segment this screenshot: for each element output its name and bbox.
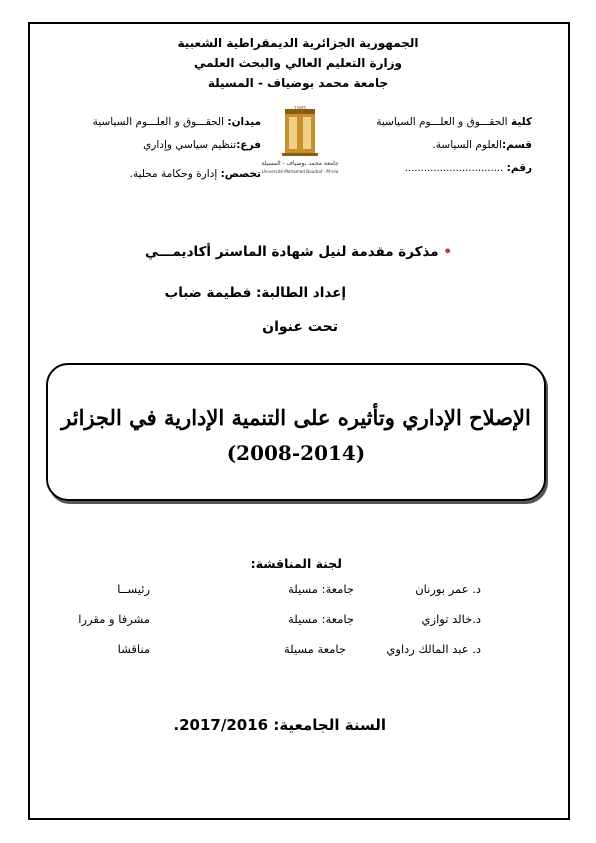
logo-name-en: Université Mohamed Boudiaf - M'sila <box>262 169 338 174</box>
member-university: جامعة: مسيلة <box>288 612 354 626</box>
member-name: د. عبد المالك رداوي <box>386 642 481 656</box>
student-line <box>165 285 346 301</box>
member-role: مناقشا <box>117 642 150 656</box>
department-value: العلوم السياسة. <box>432 139 502 151</box>
university-logo <box>262 105 338 175</box>
university-heading: جامعة محمد بوضياف - المسيلة <box>207 76 389 90</box>
field-line <box>93 116 261 128</box>
memo-line <box>145 244 452 260</box>
student-label: إعداد الطالبة: <box>256 285 346 301</box>
member-university: جامعة مسيلة <box>283 642 346 656</box>
student-name: فطيمة ضباب <box>164 285 252 301</box>
academic-year: السنة الجامعية: 2017/2016. <box>173 716 386 734</box>
field-value: الحقـــوق و العلـــوم السياسية <box>92 116 225 128</box>
member-role: رئيســا <box>117 582 150 596</box>
thesis-period: (2008-2014) <box>226 441 366 465</box>
specialty-value: إدارة وحكامة محلية. <box>129 168 218 180</box>
thesis-title-box <box>46 363 546 501</box>
logo-year: 1985 <box>293 106 307 112</box>
faculty-value: الحقـــوق و العلـــوم السياسية <box>376 116 508 128</box>
field-label: ميدان: <box>227 116 261 128</box>
number-dots: ............................... <box>404 163 504 174</box>
memo-text: مذكرة مقدمة لنيل شهادة الماستر أكاديمـــي <box>144 244 439 260</box>
faculty-line <box>376 116 532 128</box>
specialty-label: تخصص: <box>220 168 261 180</box>
number-label: رقم: <box>506 162 532 174</box>
department-label: قسم: <box>502 139 532 151</box>
member-university: جامعة: مسيلة <box>288 582 354 596</box>
branch-label: فرع: <box>236 139 261 151</box>
under-title: تحت عنوان <box>262 319 338 335</box>
faculty-label: كلية <box>510 116 532 128</box>
thesis-title: الإصلاح الإداري وتأثيره على التنمية الإدارية في الجزائر <box>61 405 531 430</box>
republic-heading: الجمهورية الجزائرية الديمقراطية الشعبية <box>177 36 419 50</box>
committee-heading: لجنة المناقشة: <box>250 556 342 571</box>
branch-value: تنظيم سياسي وإداري <box>143 139 237 151</box>
memo-bullet: • <box>443 244 452 260</box>
member-role: مشرفا و مقررا <box>78 612 150 626</box>
specialty-line <box>130 168 261 180</box>
department-line <box>432 139 532 151</box>
member-name: د.خالد توازي <box>421 612 481 626</box>
number-line <box>405 162 532 174</box>
ministry-heading: وزارة التعليم العالي والبحث العلمي <box>193 56 403 70</box>
member-name: د. عمر بورنان <box>415 582 481 596</box>
branch-line <box>143 139 261 151</box>
logo-name-ar: جامعة محمد بوضياف - المسيلة <box>262 160 338 167</box>
